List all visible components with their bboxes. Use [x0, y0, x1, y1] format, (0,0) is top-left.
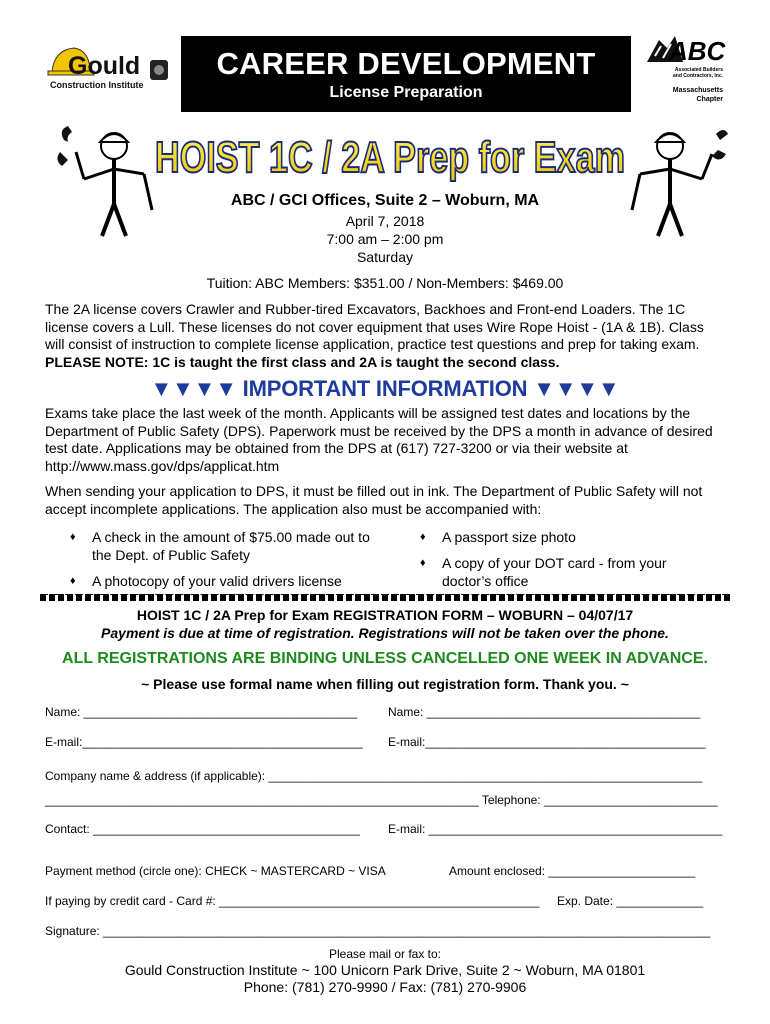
course-day: Saturday: [356, 249, 414, 265]
exp-date-field[interactable]: Exp. Date: _____________: [557, 894, 704, 908]
course-location: ABC / GCI Offices, Suite 2 – Woburn, MA: [230, 192, 540, 209]
course-title: [150, 126, 630, 186]
name-field-1[interactable]: Name: _________________________________________: [45, 705, 358, 719]
abc-logo-subtext: Associated Builders and Contractors, Inc.: [673, 67, 724, 79]
course-date: April 7, 2018: [345, 213, 425, 229]
important-heading: ▼▼▼▼ IMPORTANT INFORMATION ▼▼▼▼: [150, 376, 620, 401]
signature-field[interactable]: Signature: ___________________________________________________________________________________________: [45, 924, 711, 938]
gould-logo-text: Gould: [68, 52, 141, 80]
course-time: 7:00 am – 2:00 pm: [326, 231, 444, 247]
email-field-1[interactable]: E-mail:__________________________________________: [45, 735, 363, 749]
mail-label: Please mail or fax to:: [328, 947, 442, 961]
banner-title: CAREER DEVELOPMENT: [216, 46, 596, 81]
mail-address: Gould Construction Institute ~ 100 Unicorn Park Drive, Suite 2 ~ Woburn, MA 01801: [124, 962, 646, 978]
banner-subtitle: License Preparation: [329, 84, 483, 101]
contact-field[interactable]: Contact: ________________________________________: [45, 822, 360, 836]
registration-binding-notice: ALL REGISTRATIONS ARE BINDING UNLESS CANCELLED ONE WEEK IN ADVANCE.: [62, 650, 708, 667]
bullet-text: A check in the amount of $75.00 made out to the Dept. of Public Safety: [92, 529, 370, 563]
abc-logo: [643, 34, 726, 110]
cut-line-divider: [40, 594, 730, 601]
abc-chapter: Massachusetts Chapter: [672, 87, 723, 103]
course-description: [45, 301, 725, 371]
course-title-text: HOIST 1C / 2A Prep for Exam: [155, 133, 625, 182]
email-field-2[interactable]: E-mail:__________________________________________: [388, 735, 706, 749]
registration-payment-note: Payment is due at time of registration. Registrations will not be taken over the phone.: [101, 625, 669, 641]
important-para-2: When sending your application to DPS, it must be filled out in ink. The Department of Public Safety will not accept incomplete applications. The application also must be accompanied with:: [45, 483, 703, 517]
contact-email-field[interactable]: E-mail: ____________________________________________: [388, 822, 723, 836]
course-tuition: Tuition: ABC Members: $351.00 / Non-Members: $469.00: [206, 275, 564, 291]
bullet-text: A passport size photo: [442, 529, 576, 545]
gould-logo: [44, 42, 174, 100]
header-banner: [181, 36, 631, 112]
payment-method-field[interactable]: Payment method (circle one): CHECK ~ MASTERCARD ~ VISA: [45, 864, 386, 878]
diamond-bullet-icon: ♦: [420, 557, 426, 569]
mail-phone: Phone: (781) 270-9990 / Fax: (781) 270-9906: [243, 979, 527, 995]
diamond-bullet-icon: ♦: [70, 575, 76, 587]
company-field[interactable]: Company name & address (if applicable): _________________________________________________________________: [45, 769, 703, 783]
gould-logo-subtext: Construction Institute: [50, 80, 144, 90]
registration-formal-name-note: ~ Please use formal name when filling out registration form. Thank you. ~: [141, 676, 629, 692]
bullet-text: A photocopy of your valid drivers license: [92, 573, 342, 589]
important-para-1: Exams take place the last week of the month. Applicants will be assigned test dates and locations by the Department of Public Safety (DPS). Paperwork must be received by the DPS a month in advance of desired test date. Applications may be obtained from the DPS at (617) 727-3200 or via their website at http://www.mass.gov/dps/applicat.htm: [45, 405, 713, 474]
card-number-field[interactable]: If paying by credit card - Card #: ________________________________________________: [45, 894, 540, 908]
abc-logo-text: ABC: [669, 36, 726, 66]
bullet-text: A copy of your DOT card - from your doctor’s office: [442, 555, 667, 589]
amount-enclosed-field[interactable]: Amount enclosed: ______________________: [449, 864, 696, 878]
name-field-2[interactable]: Name: _________________________________________: [388, 705, 701, 719]
diamond-bullet-icon: ♦: [420, 531, 426, 543]
diamond-bullet-icon: ♦: [70, 531, 76, 543]
address-telephone-field[interactable]: _________________________________________________________________ Telephone: __________________________: [45, 793, 718, 807]
description-note: PLEASE NOTE: 1C is taught the first class and 2A is taught the second class.: [45, 353, 560, 370]
description-text: The 2A license covers Crawler and Rubber-tired Excavators, Backhoes and Front-end Loaders. The 1C license covers a Lull. These licenses do not cover equipment that uses Wire Rope Hoist - (1A & 1B). Class will consist of instruction to complete license application, practice test questions and prep for taking exam.: [45, 301, 704, 352]
registration-title: HOIST 1C / 2A Prep for Exam REGISTRATION FORM – WOBURN – 04/07/17: [136, 607, 634, 623]
